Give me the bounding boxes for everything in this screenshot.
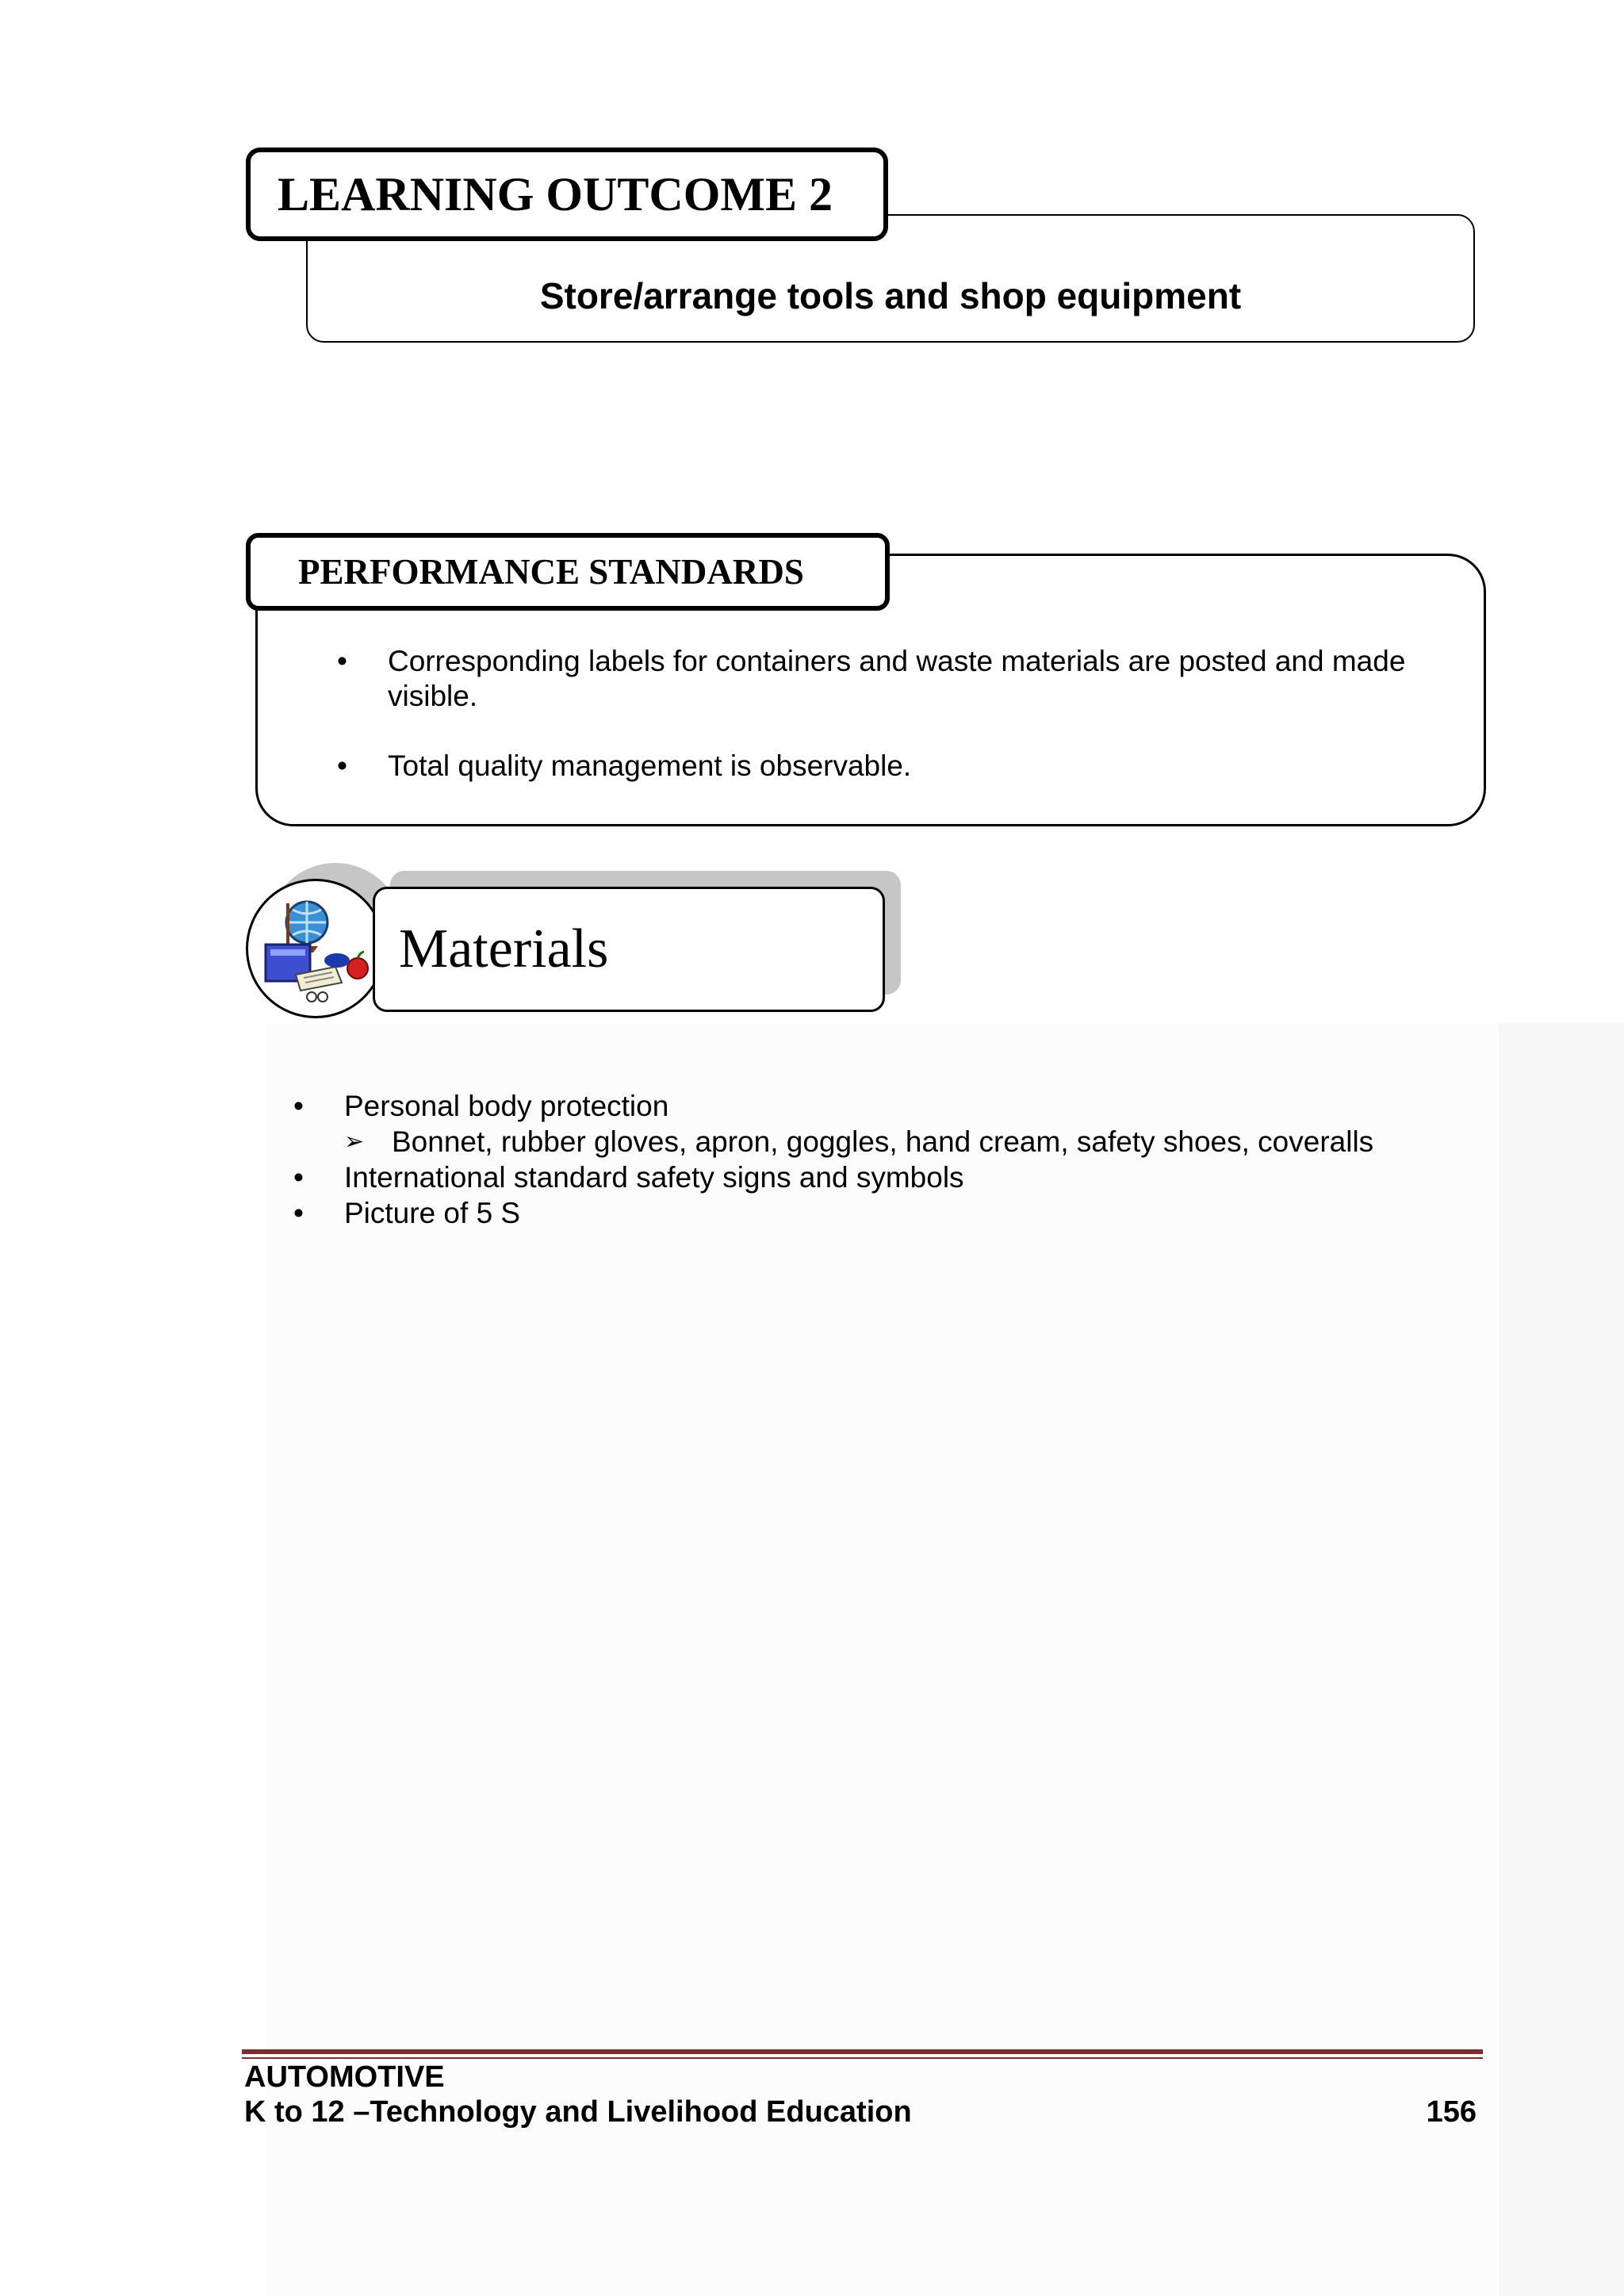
footer-subject: AUTOMOTIVE xyxy=(244,2060,445,2094)
list-item: • Picture of 5 S xyxy=(293,1195,1483,1231)
materials-list xyxy=(293,1088,1483,1231)
footer-divider-thin xyxy=(242,2057,1483,2059)
page-number: 156 xyxy=(1426,2095,1477,2129)
footer-divider xyxy=(242,2049,1483,2054)
performance-standards-title: PERFORMANCE STANDARDS xyxy=(246,533,890,611)
materials-clipart-icon xyxy=(246,879,385,1018)
footer-course: K to 12 –Technology and Livelihood Education xyxy=(244,2095,912,2129)
learning-outcome-title: LEARNING OUTCOME 2 xyxy=(246,148,888,241)
learning-outcome-subtitle: Store/arrange tools and shop equipment xyxy=(539,275,1242,316)
list-item: • Corresponding labels for containers and waste materials are posted and made visible. xyxy=(337,644,1463,714)
sub-list xyxy=(344,1124,1483,1159)
list-item: • Total quality management is observable. xyxy=(337,749,1463,784)
list-item: • International standard safety signs and symbols xyxy=(293,1159,1483,1195)
list-item xyxy=(293,1088,1483,1159)
list-item-label: Personal body protection xyxy=(344,1090,669,1122)
performance-standards-list xyxy=(337,644,1463,818)
materials-title: Materials xyxy=(373,887,885,1012)
sub-list-item: ➢ Bonnet, rubber gloves, apron, goggles, hand cream, safety shoes, coveralls xyxy=(344,1124,1483,1159)
page-shaded-edge xyxy=(1499,1023,1624,2296)
